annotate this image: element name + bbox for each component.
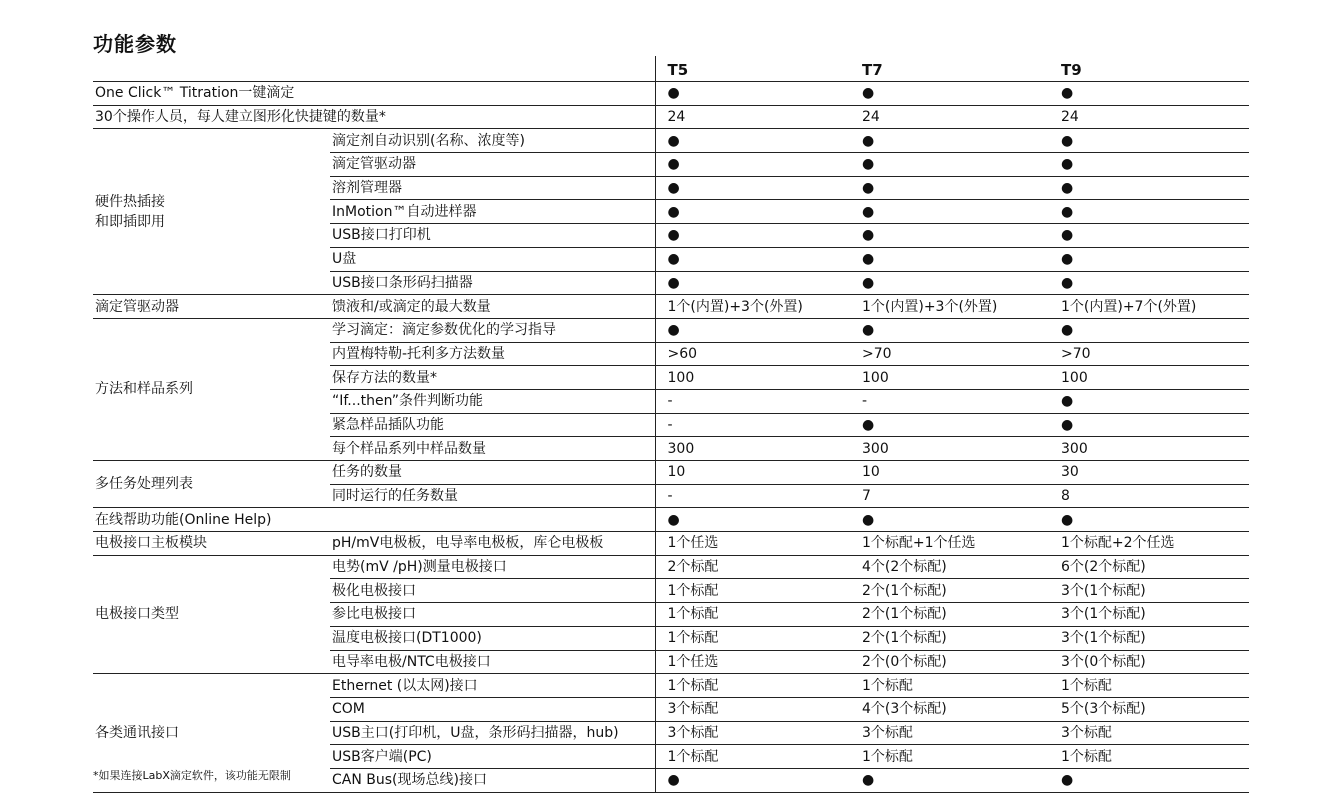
row-label: 保存方法的数量*	[330, 366, 655, 390]
row-label: 紧急样品插队功能	[330, 413, 655, 437]
value-t7: >70	[850, 342, 1049, 366]
value-t5: -	[655, 484, 850, 508]
value-t7: ●	[850, 129, 1049, 153]
row-label: 电势(mV /pH)测量电极接口	[330, 555, 655, 579]
row-label: 极化电极接口	[330, 579, 655, 603]
value-t9: ●	[1049, 153, 1249, 177]
value-t5: 300	[655, 437, 850, 461]
value-t5: 1个标配	[655, 674, 850, 698]
value-t9: 3个(0个标配)	[1049, 650, 1249, 674]
header-blank-1	[93, 56, 330, 82]
value-t9: 24	[1049, 105, 1249, 129]
value-t5: 1个标配	[655, 745, 850, 769]
value-t7: 24	[850, 105, 1049, 129]
value-t7: 100	[850, 366, 1049, 390]
row-label: USB接口打印机	[330, 224, 655, 248]
group-label: 电极接口主板模块	[93, 532, 330, 556]
value-t7: ●	[850, 153, 1049, 177]
value-t5: ●	[655, 508, 850, 532]
row-label: 在线帮助功能(Online Help)	[93, 508, 655, 532]
value-t7: ●	[850, 247, 1049, 271]
row-label: CAN Bus(现场总线)接口	[330, 768, 655, 792]
value-t5: ●	[655, 247, 850, 271]
table-row	[93, 674, 1249, 698]
table-row	[93, 461, 1249, 485]
value-t7: ●	[850, 271, 1049, 295]
value-t9: ●	[1049, 176, 1249, 200]
value-t7: ●	[850, 768, 1049, 792]
value-t7: 2个(1个标配)	[850, 579, 1049, 603]
table-row	[93, 105, 1249, 129]
value-t7: 3个标配	[850, 721, 1049, 745]
value-t7: 1个(内置)+3个(外置)	[850, 295, 1049, 319]
value-t7: 10	[850, 461, 1049, 485]
value-t9: >70	[1049, 342, 1249, 366]
value-t7: 1个标配+1个任选	[850, 532, 1049, 556]
value-t7: 1个标配	[850, 674, 1049, 698]
row-label: 滴定管驱动器	[330, 153, 655, 177]
value-t9: 1个(内置)+7个(外置)	[1049, 295, 1249, 319]
value-t9: 3个标配	[1049, 721, 1249, 745]
value-t5: 3个标配	[655, 721, 850, 745]
value-t7: 4个(2个标配)	[850, 555, 1049, 579]
row-label: One Click™ Titration一键滴定	[93, 82, 655, 106]
value-t9: ●	[1049, 247, 1249, 271]
table-row	[93, 129, 1249, 153]
row-label: USB接口条形码扫描器	[330, 271, 655, 295]
header-blank-2	[330, 56, 655, 82]
value-t5: 2个标配	[655, 555, 850, 579]
value-t5: 10	[655, 461, 850, 485]
value-t9: ●	[1049, 200, 1249, 224]
value-t7: ●	[850, 413, 1049, 437]
value-t7: 7	[850, 484, 1049, 508]
value-t5: 24	[655, 105, 850, 129]
table-row	[93, 295, 1249, 319]
header-t7: T7	[850, 56, 1049, 82]
value-t5: ●	[655, 200, 850, 224]
row-label: 同时运行的任务数量	[330, 484, 655, 508]
value-t5: 1个标配	[655, 626, 850, 650]
value-t5: 1个任选	[655, 650, 850, 674]
header-t5: T5	[655, 56, 850, 82]
value-t5: ●	[655, 271, 850, 295]
table-row	[93, 318, 1249, 342]
row-label: pH/mV电极板，电导率电极板，库仑电极板	[330, 532, 655, 556]
row-label: InMotion™自动进样器	[330, 200, 655, 224]
value-t9: 30	[1049, 461, 1249, 485]
value-t7: -	[850, 389, 1049, 413]
value-t9: 3个(1个标配)	[1049, 579, 1249, 603]
value-t5: ●	[655, 318, 850, 342]
value-t9: 1个标配+2个任选	[1049, 532, 1249, 556]
row-label: USB客户端(PC)	[330, 745, 655, 769]
group-label: 方法和样品系列	[93, 318, 330, 460]
value-t7: ●	[850, 200, 1049, 224]
value-t9: ●	[1049, 389, 1249, 413]
row-label: 任务的数量	[330, 461, 655, 485]
table-row	[93, 555, 1249, 579]
row-label: 滴定剂自动识别(名称、浓度等)	[330, 129, 655, 153]
value-t5: >60	[655, 342, 850, 366]
value-t9: 100	[1049, 366, 1249, 390]
table-row	[93, 82, 1249, 106]
row-label: 参比电极接口	[330, 603, 655, 627]
value-t9: 6个(2个标配)	[1049, 555, 1249, 579]
value-t5: ●	[655, 224, 850, 248]
row-label: 电导率电极/NTC电极接口	[330, 650, 655, 674]
row-label: 每个样品系列中样品数量	[330, 437, 655, 461]
row-label: 内置梅特勒-托利多方法数量	[330, 342, 655, 366]
value-t7: ●	[850, 508, 1049, 532]
row-label: 馈液和/或滴定的最大数量	[330, 295, 655, 319]
value-t9: ●	[1049, 318, 1249, 342]
section-title: 功能参数	[93, 32, 177, 56]
value-t9: 1个标配	[1049, 745, 1249, 769]
value-t7: 2个(1个标配)	[850, 626, 1049, 650]
value-t5: 1个标配	[655, 603, 850, 627]
row-label: 30个操作人员，每人建立图形化快捷键的数量*	[93, 105, 655, 129]
value-t5: ●	[655, 129, 850, 153]
value-t9: ●	[1049, 224, 1249, 248]
group-label: 多任务处理列表	[93, 461, 330, 508]
value-t5: ●	[655, 153, 850, 177]
value-t7: 2个(0个标配)	[850, 650, 1049, 674]
value-t9: 300	[1049, 437, 1249, 461]
value-t9: ●	[1049, 271, 1249, 295]
row-label: Ethernet (以太网)接口	[330, 674, 655, 698]
value-t7: 2个(1个标配)	[850, 603, 1049, 627]
value-t5: ●	[655, 768, 850, 792]
row-label: COM	[330, 697, 655, 721]
group-label: 各类通讯接口	[93, 674, 330, 792]
value-t5: 1个(内置)+3个(外置)	[655, 295, 850, 319]
row-label: USB主口(打印机，U盘，条形码扫描器，hub)	[330, 721, 655, 745]
value-t9: 5个(3个标配)	[1049, 697, 1249, 721]
value-t5: -	[655, 413, 850, 437]
value-t5: ●	[655, 176, 850, 200]
header-row	[93, 56, 1249, 82]
value-t5: ●	[655, 82, 850, 106]
table-row	[93, 532, 1249, 556]
value-t9: ●	[1049, 82, 1249, 106]
row-label: “If...then”条件判断功能	[330, 389, 655, 413]
value-t7: 300	[850, 437, 1049, 461]
value-t7: 1个标配	[850, 745, 1049, 769]
value-t9: ●	[1049, 508, 1249, 532]
value-t5: 100	[655, 366, 850, 390]
value-t7: ●	[850, 318, 1049, 342]
value-t5: -	[655, 389, 850, 413]
value-t5: 1个标配	[655, 579, 850, 603]
value-t9: 8	[1049, 484, 1249, 508]
value-t5: 3个标配	[655, 697, 850, 721]
group-label: 滴定管驱动器	[93, 295, 330, 319]
footnote: *如果连接LabX滴定软件，该功能无限制	[93, 769, 291, 782]
row-label: U盘	[330, 247, 655, 271]
value-t9: ●	[1049, 768, 1249, 792]
value-t7: 4个(3个标配)	[850, 697, 1049, 721]
row-label: 温度电极接口(DT1000)	[330, 626, 655, 650]
value-t9: 1个标配	[1049, 674, 1249, 698]
value-t9: 3个(1个标配)	[1049, 626, 1249, 650]
value-t9: 3个(1个标配)	[1049, 603, 1249, 627]
value-t7: ●	[850, 82, 1049, 106]
group-label: 电极接口类型	[93, 555, 330, 673]
value-t7: ●	[850, 176, 1049, 200]
value-t9: ●	[1049, 129, 1249, 153]
row-label: 学习滴定：滴定参数优化的学习指导	[330, 318, 655, 342]
header-t9: T9	[1049, 56, 1249, 82]
value-t9: ●	[1049, 413, 1249, 437]
group-label: 硬件热插接 和即插即用	[93, 129, 330, 295]
value-t7: ●	[850, 224, 1049, 248]
value-t5: 1个任选	[655, 532, 850, 556]
table-row	[93, 508, 1249, 532]
row-label: 溶剂管理器	[330, 176, 655, 200]
spec-table	[93, 56, 1249, 793]
